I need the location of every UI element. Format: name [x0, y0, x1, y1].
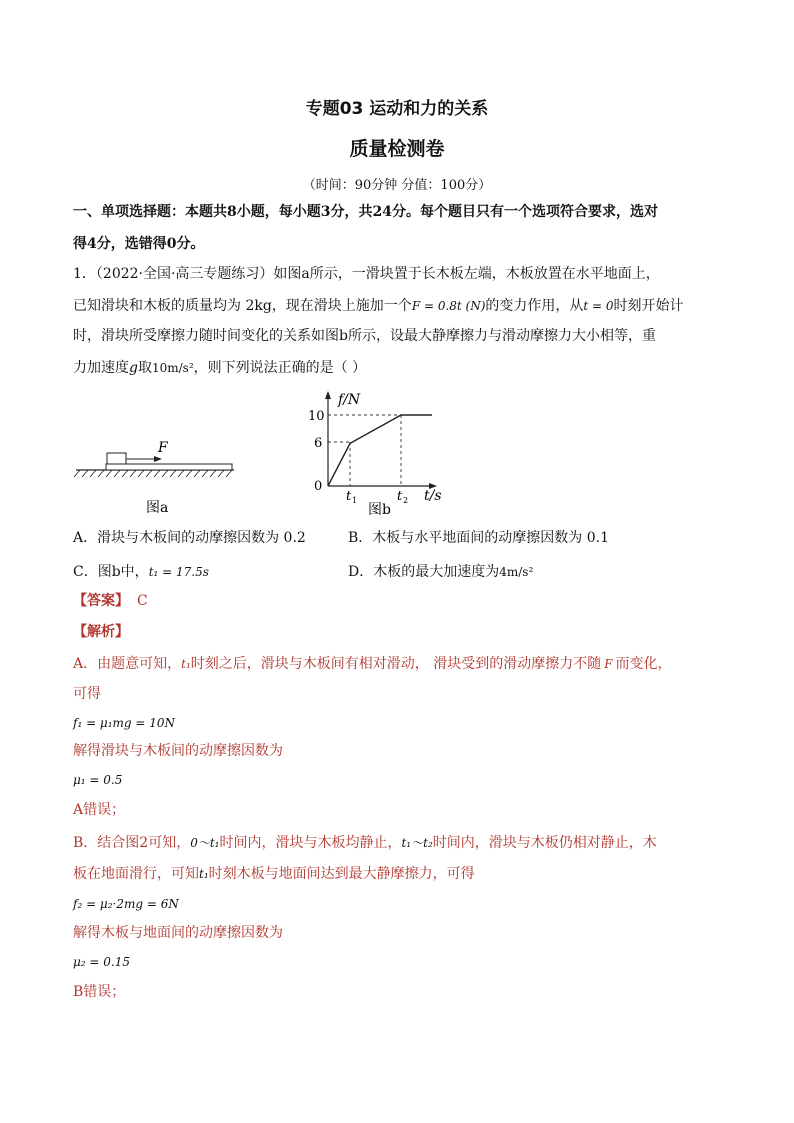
analysis-label: 【解析】	[73, 624, 129, 640]
origin-label: 0	[314, 479, 323, 494]
question-line2-pre: 已知滑块和木板的质量均为 2kg，现在滑块上施加一个	[73, 298, 412, 314]
analysis-b-line1	[73, 833, 657, 853]
analysis-heading	[73, 622, 129, 642]
y-tick-6: 6	[314, 436, 323, 451]
analysis-a-conclusion: A错误；	[73, 802, 126, 818]
question-line2-post: 时刻开始计	[613, 298, 684, 314]
force-label: F	[158, 440, 168, 456]
analysis-a-F: F	[604, 657, 613, 671]
slider-block	[107, 453, 126, 464]
option-d-pre: D．木板的最大加速度为	[348, 564, 500, 580]
question-line1: 1．（2022·全国·高三专题练习）如图a所示，一滑块置于长木板左端，木板放置在水平地面上，	[73, 266, 660, 282]
figure-b-caption: 图b	[368, 502, 391, 518]
figure-a	[74, 436, 240, 516]
long-board	[106, 464, 232, 470]
analysis-b-equation2: μ₂ = 0.15	[73, 955, 131, 969]
time-info: （时间：90分钟 分值：100分）	[302, 178, 492, 193]
analysis-b-mid: 时间内，滑块与木板均静止，	[219, 835, 402, 851]
option-c-value: t₁ = 17.5s	[148, 565, 209, 579]
analysis-b-range1: 0～t₁	[190, 836, 220, 850]
question-line2	[73, 296, 684, 316]
option-b: B．木板与水平地面间的动摩擦因数为 0.1	[348, 530, 610, 546]
y-axis-label: f/N	[338, 392, 361, 408]
answer-value: C	[137, 593, 148, 609]
question-line2-mid: 的变力作用，从	[485, 298, 584, 314]
x-tick-t2-sub: 2	[403, 496, 409, 505]
section-heading-line2: 得4分，选错得0分。	[73, 236, 205, 252]
page-subtitle: 质量检测卷	[349, 138, 445, 160]
analysis-a-t1: t₁	[181, 657, 191, 671]
friction-curve	[328, 415, 432, 486]
force-formula: F = 0.8t (N)	[411, 299, 486, 313]
analysis-a-end: 而变化，	[615, 656, 672, 672]
analysis-a-line2: 可得	[73, 686, 101, 702]
question-line4	[73, 358, 366, 378]
question-line4-post: ，则下列说法正确的是（ ）	[193, 360, 367, 376]
x-axis-label: t/s	[424, 488, 442, 504]
time-zero: t = 0	[583, 299, 614, 313]
analysis-b-equation1: f₂ = μ₂·2mg = 6N	[73, 897, 179, 911]
analysis-b-line3: 解得木板与地面间的动摩擦因数为	[73, 925, 283, 941]
option-d	[348, 562, 533, 582]
analysis-a-equation1: f₁ = μ₁mg = 10N	[73, 716, 176, 730]
analysis-a-pre: A．由题意可知，	[73, 656, 182, 672]
analysis-a-equation2: μ₁ = 0.5	[73, 773, 123, 787]
option-d-value: 4m/s²	[499, 565, 534, 579]
analysis-b-line2	[73, 864, 475, 884]
force-arrow-head	[154, 456, 162, 462]
answer-label: 【答案】	[73, 593, 129, 609]
analysis-b2-pre: 板在地面滑行，可知	[73, 866, 199, 882]
analysis-b2-t1: t₁	[199, 867, 209, 881]
answer-line	[73, 591, 148, 611]
question-line3: 时，滑块所受摩擦力随时间变化的关系如图b所示，设最大静摩擦力与滑动摩擦力大小相等，重	[73, 328, 656, 344]
ground-hatching	[74, 470, 232, 477]
analysis-a-post: 时刻之后，滑块与木板间有相对滑动， 滑块受到的滑动摩擦力不随	[190, 656, 602, 672]
y-tick-10: 10	[308, 409, 325, 424]
gravity-value: 10m/s²	[151, 361, 194, 375]
figure-b	[300, 390, 470, 520]
gravity-symbol: g	[129, 360, 138, 376]
analysis-b-conclusion: B错误；	[73, 984, 126, 1000]
option-c-pre: C．图b中，	[73, 564, 149, 580]
x-tick-t2: t	[397, 489, 403, 504]
option-c	[73, 562, 209, 582]
analysis-a-line3: 解得滑块与木板间的动摩擦因数为	[73, 743, 283, 759]
figure-a-caption: 图a	[146, 500, 169, 516]
option-a: A．滑块与木板间的动摩擦因数为 0.2	[73, 530, 306, 546]
section-heading-line1: 一、单项选择题：本题共8小题，每小题3分，共24分。每个题目只有一个选项符合要求，选对	[73, 204, 658, 220]
y-axis-arrow	[325, 391, 331, 399]
analysis-b-post: 时间内，滑块与木板仍相对静止，木	[432, 835, 657, 851]
x-tick-t1-sub: 1	[352, 496, 358, 505]
question-line4-mid: 取	[137, 360, 152, 376]
analysis-b-range2: t₁～t₂	[401, 836, 433, 850]
page-title: 专题03 运动和力的关系	[305, 99, 489, 119]
analysis-b2-post: 时刻木板与地面间达到最大静摩擦力，可得	[208, 866, 475, 882]
question-line4-pre: 力加速度	[73, 360, 129, 376]
x-tick-t1: t	[346, 489, 352, 504]
analysis-a-line1	[73, 654, 672, 674]
analysis-b-pre: B．结合图2可知，	[73, 835, 191, 851]
